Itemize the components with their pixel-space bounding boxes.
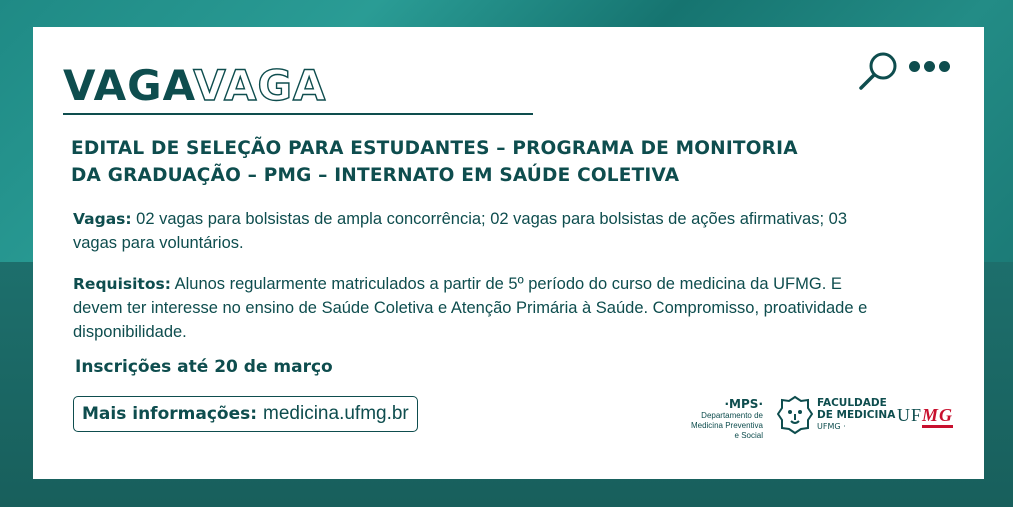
more-dots-icon[interactable] xyxy=(909,59,954,77)
faculdade-line-2: DE MEDICINA xyxy=(817,409,896,421)
faculdade-text xyxy=(817,397,895,433)
faculdade-line-1: FACULDADE xyxy=(817,397,887,409)
mps-line-2: Medicina Preventiva xyxy=(690,421,763,430)
search-icon[interactable] xyxy=(857,49,901,93)
faculdade-line-3: UFMG · xyxy=(817,422,846,431)
mps-logo xyxy=(673,397,763,441)
title-outline: VAGA xyxy=(193,61,327,110)
ufmg-mg: MG xyxy=(922,405,953,428)
ufmg-logo xyxy=(897,405,953,426)
page-title xyxy=(63,63,326,109)
vagas-paragraph xyxy=(73,207,893,255)
info-box[interactable] xyxy=(73,396,418,432)
requisitos-label: Requisitos: xyxy=(73,275,171,293)
announcement-card xyxy=(33,27,984,479)
info-link[interactable]: medicina.ufmg.br xyxy=(263,403,409,424)
vagas-text: 02 vagas para bolsistas de ampla concorrência; 02 vagas para bolsistas de ações afirmativas; 03 vagas para voluntários. xyxy=(73,210,847,252)
requisitos-paragraph xyxy=(73,272,893,344)
faculdade-logo xyxy=(777,395,895,435)
headline-line-2: DA GRADUAÇÃO – PMG – INTERNATO EM SAÚDE COLETIVA xyxy=(71,165,680,186)
vagas-label: Vagas: xyxy=(73,210,132,228)
requisitos-text: Alunos regularmente matriculados a partir de 5º período do curso de medicina da UFMG. E devem ter interesse no ensino de Saúde Coletiva e Atenção Primária à Saúde. Compromisso, proatividade e disponibilidade. xyxy=(73,275,868,341)
top-icons xyxy=(857,49,967,97)
title-divider xyxy=(63,113,533,115)
inscricoes-deadline: Inscrições até 20 de março xyxy=(75,357,333,377)
title-solid: VAGA xyxy=(63,61,194,110)
mps-name: ·MPS· xyxy=(724,397,763,411)
headline-line-1: EDITAL DE SELEÇÃO PARA ESTUDANTES – PROGRAMA DE MONITORIA xyxy=(71,138,798,159)
info-label: Mais informações: xyxy=(82,404,258,424)
lion-icon xyxy=(777,395,813,435)
mps-line-1: Departamento de xyxy=(701,411,763,420)
logos xyxy=(673,393,973,443)
headline xyxy=(71,135,901,189)
mps-line-3: e Social xyxy=(734,431,763,440)
ufmg-prefix: UF xyxy=(897,405,923,425)
